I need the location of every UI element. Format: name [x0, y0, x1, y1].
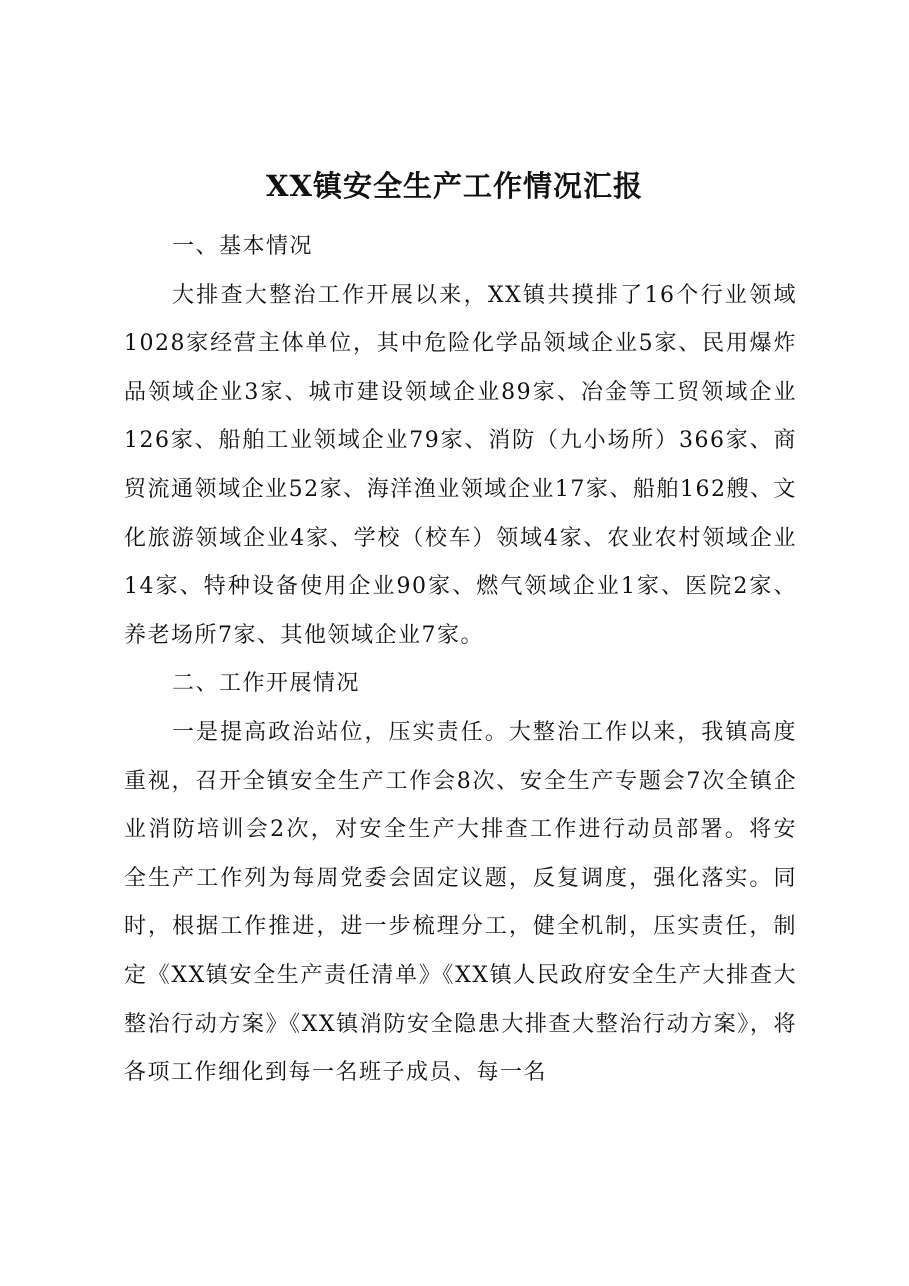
- section-heading-basic-situation: 一、基本情况: [172, 234, 314, 259]
- section-heading-work-progress: 二、工作开展情况: [172, 671, 361, 697]
- document-title: XX镇安全生产工作情况汇报: [265, 169, 643, 203]
- paragraph-basic-situation: 大排查大整治工作开展以来，XX镇共摸排了16个行业领域1028家经营主体单位，其中危险化学品领域企业5家、民用爆炸品领域企业3家、城市建设领域企业89家、冶金等工贸领域企业126家、船舶工业领域企业79家、消防（九小场所）366家、商贸流通领域企业52家、海洋渔业领域企业17家、船舶162艘、文化旅游领域企业4家、学校（校车）领域4家、农业农村领域企业14家、特种设备使用企业90家、燃气领域企业1家、医院2家、养老场所7家、其他领域企业7家。: [124, 282, 797, 648]
- paragraph-work-progress: 一是提高政治站位，压实责任。大整治工作以来，我镇高度重视，召开全镇安全生产工作会8次、安全生产专题会7次全镇企业消防培训会2次，对安全生产大排查工作进行动员部署。将安全生产工作列为每周党委会固定议题，反复调度，强化落实。同时，根据工作推进，进一步梳理分工，健全机制，压实责任，制定《XX镇安全生产责任清单》《XX镇人民政府安全生产大排查大整治行动方案》《XX镇消防安全隐患大排查大整治行动方案》，将各项工作细化到每一名班子成员、每一名: [124, 719, 797, 1086]
- document-body: [124, 223, 797, 1098]
